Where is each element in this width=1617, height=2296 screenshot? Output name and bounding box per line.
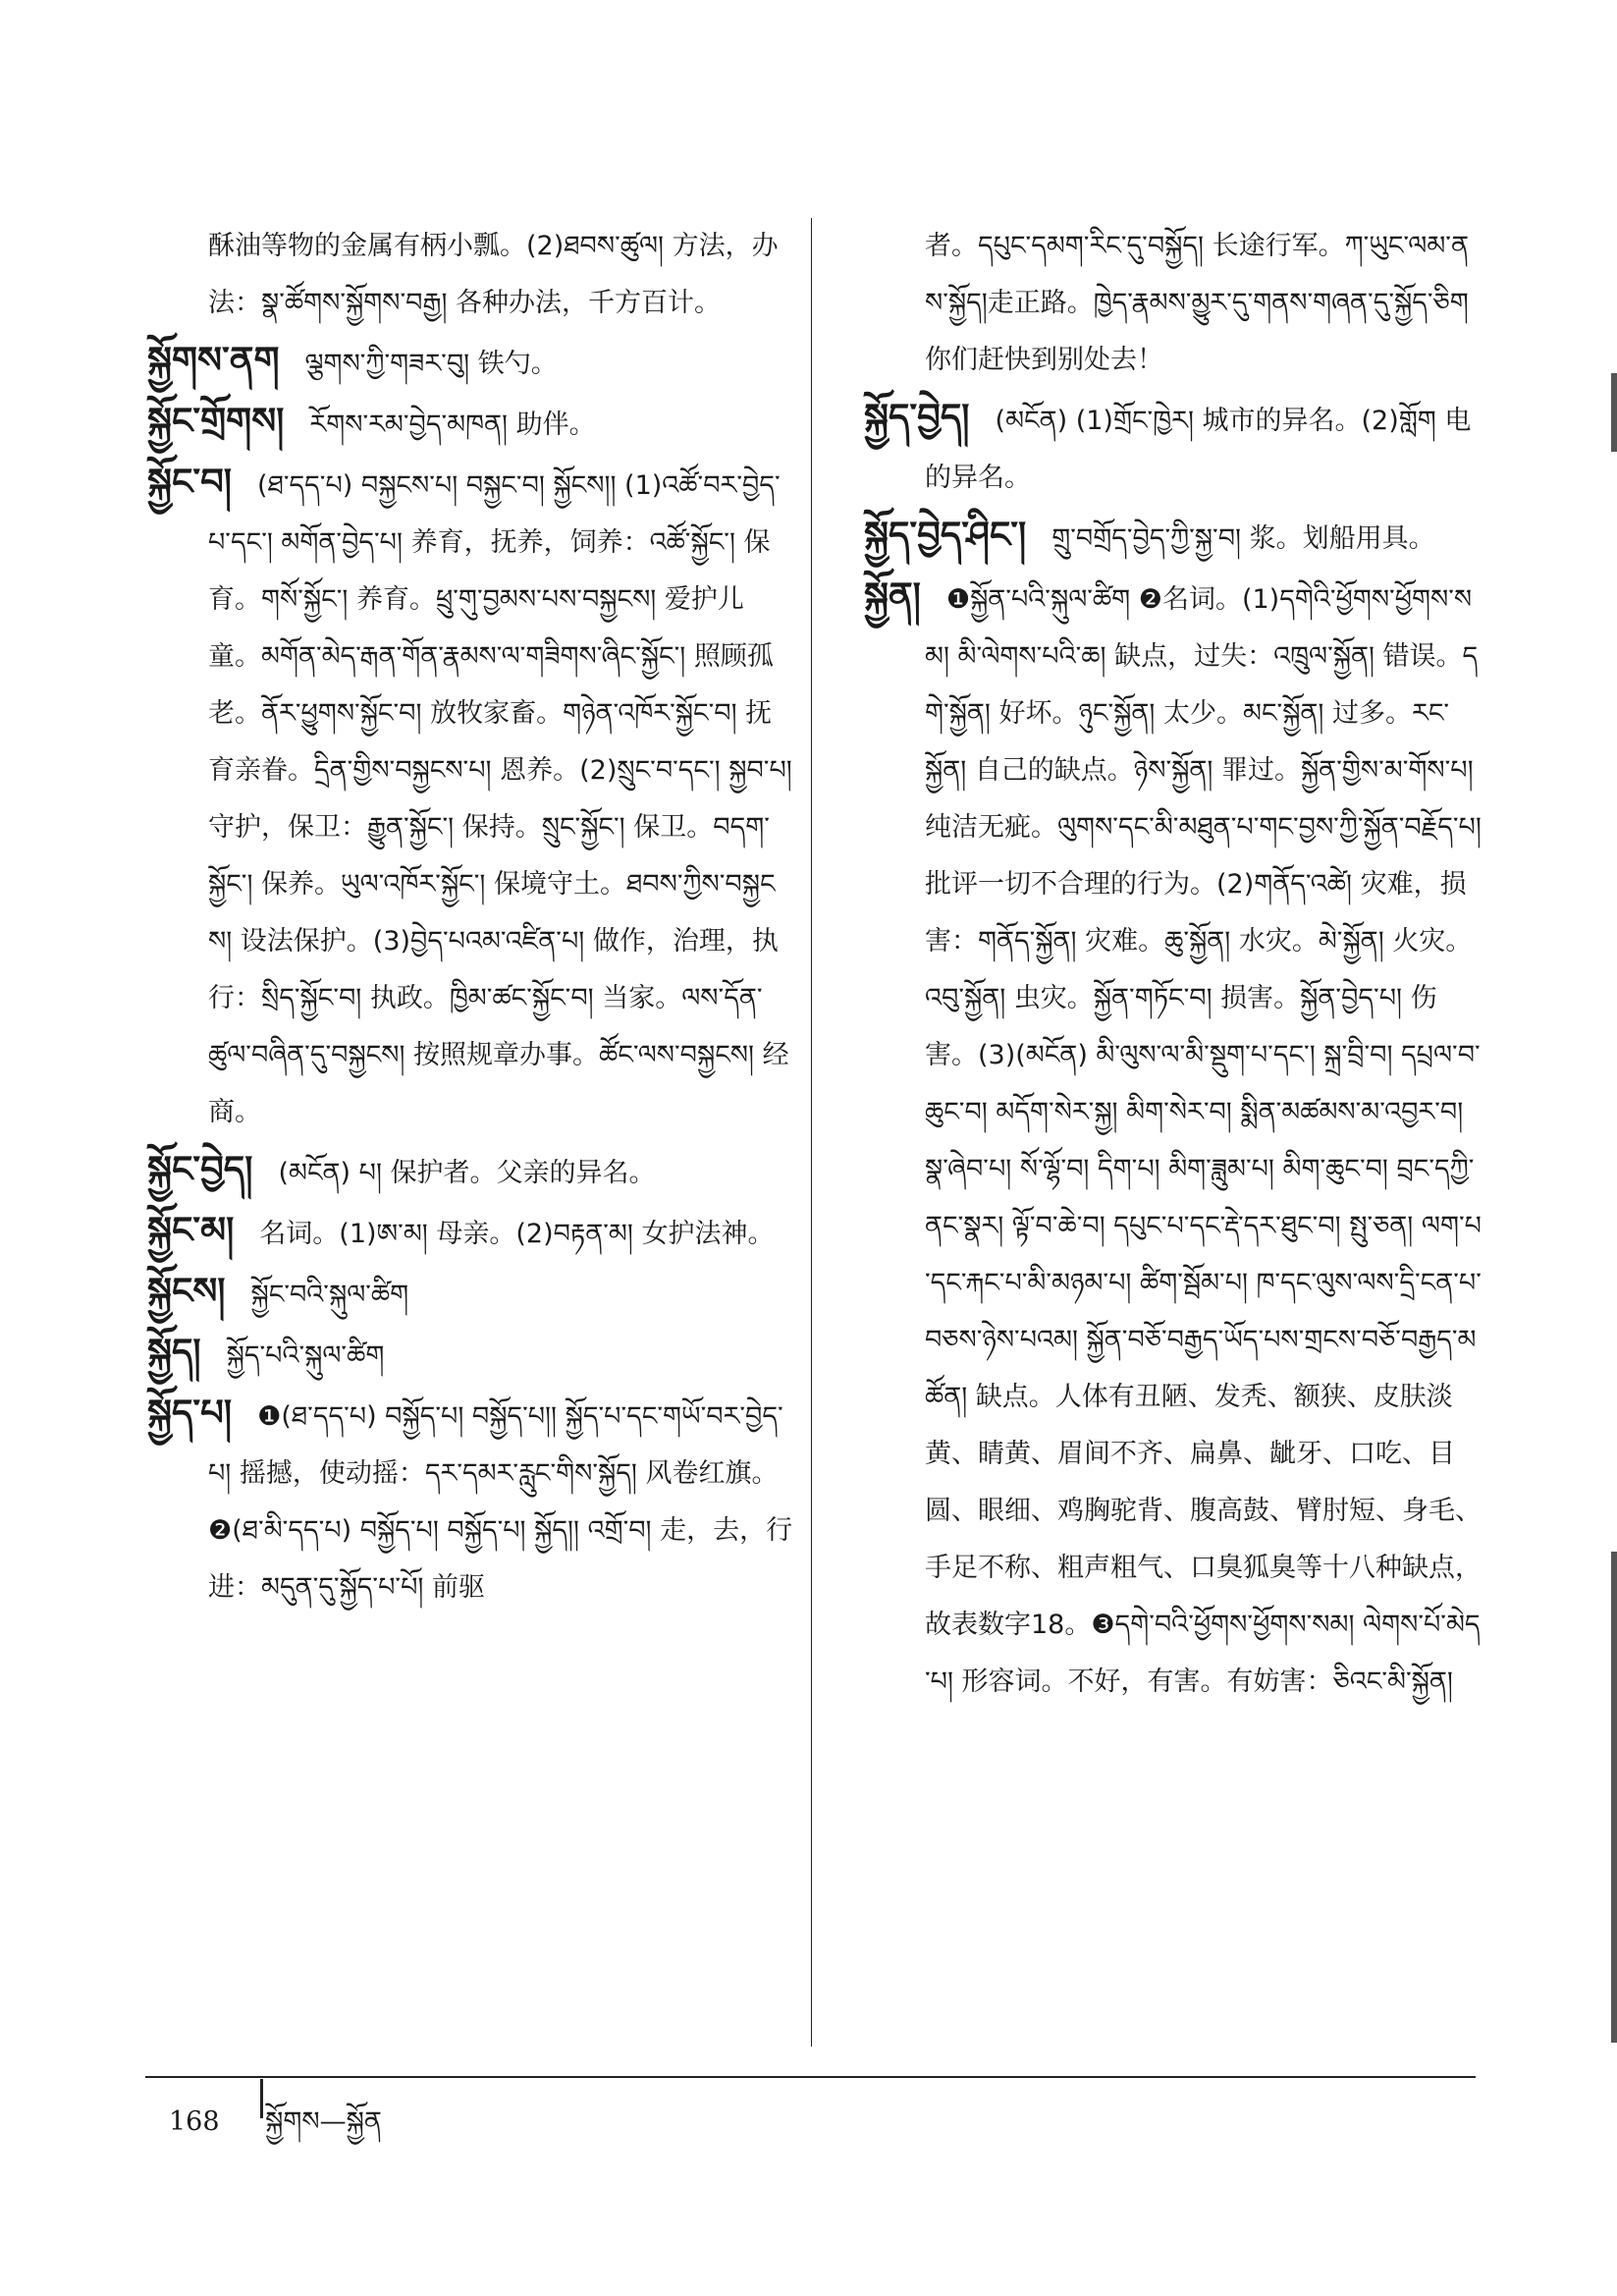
dictionary-entry <box>864 507 1482 568</box>
definition-text: སྐྱོང་བའི་སྐུལ་ཚིག <box>250 1280 409 1310</box>
page-edge-mark <box>1611 1552 1617 2043</box>
entry-continuation <box>864 218 1482 389</box>
definition-text: (མངོན) (1)གྲོང་ཁྱེར། 城市的异名。(2)གློག 电的异名。 <box>925 406 1472 493</box>
headword: སྐྱོད་བྱེད། <box>864 396 970 438</box>
dictionary-entry <box>147 1324 795 1385</box>
headword: སྐྱོང་བ། <box>147 461 233 503</box>
dictionary-entry <box>147 1385 795 1616</box>
headword: སྐྱོད་པ། <box>147 1392 233 1434</box>
running-head: སྐྱོགས—སྐྱོན <box>265 2106 382 2137</box>
headword: སྐྱོད་བྱེད་ཤིང་། <box>864 514 1027 556</box>
dictionary-entry <box>147 332 795 393</box>
left-column <box>147 218 795 1616</box>
headword: སྐྱོངས། <box>147 1270 226 1312</box>
headword: སྐྱོང་མ། <box>147 1209 235 1251</box>
footer-rule <box>145 2076 1476 2078</box>
page-edge-mark <box>1611 373 1617 452</box>
definition-text: རོགས་རམ་བྱེད་མཁན། 助伴。 <box>309 410 596 440</box>
definition-text: ❶(ཐ་དད་པ) བསྐྱོད་པ། བསྐྱོད་པ།། སྐྱོད་པ་དང་གཡོ་བར་བྱེད་པ། 摇撼，使动摇：དར་དམར་རླུང་གིས་སྐྱོད། 风卷红旗。❷(ཐ་མི་དད་པ) བསྐྱོད་པ། བསྐྱོད་པ། སྐྱོད།། འགྲོ་བ། 走，去，行进：མདུན་དུ་སྐྱོད་པ་པོ། 前驱 <box>208 1401 793 1603</box>
entry-continuation <box>147 218 795 332</box>
definition-text: ❶སྐྱོན་པའི་སྐུལ་ཚིག ❷名词。(1)དགེའི་ཕྱོགས་ཕྱོགས་སམ། མི་ལེགས་པའི་ཆ། 缺点，过失：འཁྲུལ་སྐྱོན། 错误。དགེ་སྐྱོན། 好坏。ཉུང་སྐྱོན། 太少。མང་སྐྱོན། 过多。རང་སྐྱོན། 自己的缺点。ཉེས་སྐྱོན། 罪过。སྐྱོན་གྱིས་མ་གོས་པ། 纯洁无疵。ལུགས་དང་མི་མཐུན་པ་གང་བྱས་ཀྱི་སྐྱོན་བརྗོད་པ། 批评一切不合理的行为。(2)གནོད་འཚེ། 灾难，损害：གནོད་སྐྱོན། 灾难。ཆུ་སྐྱོན། 水灾。མེ་སྐྱོན། 火灾。འབུ་སྐྱོན། 虫灾。སྐྱོན་གཏོང་བ། 损害。སྐྱོན་བྱེད་པ། 伤害。(3)(མངོན) མི་ལུས་ལ་མི་སྡུག་པ་དང་། སྐྲ་བྲི་བ། དཔྲལ་བ་ཆུང་བ། མདོག་སེར་སྐྱ། མིག་སེར་བ། སྨིན་མཚམས་མ་འབྱར་བ། སྣ་ཞེབ་པ། སོ་ལྷོ་བ། དིག་པ། མིག་ཟླུམ་པ། མིག་ཆུང་བ། བྲང་དཀྱི་ནང་སྣར། ལྟོ་བ་ཆེ་བ། དཔུང་པ་དང་རྡེ་དར་ཐུང་བ། སྤུ་ཅན། ལག་པ་དང་རྐང་པ་མི་མཉམ་པ། ཚིག་སྦོམ་པ། ཁ་དང་ལུས་ལས་དྲི་ངན་པ་བཅས་ཉེས་པའམ། སྐྱོན་བཅོ་བརྒྱད་ཡོད་པས་གྲངས་བཅོ་བརྒྱད་མཚོན། 缺点。人体有丑陋、发秃、额狭、皮肤淡黄、睛黄、眉间不齐、扁鼻、龇牙、口吃、目圆、眼细、鸡胸驼背、腹高鼓、臂肘短、身毛、手足不称、粗声粗气、口臭狐臭等十八种缺点，故表数字18。❸དགེ་བའི་ཕྱོགས་ཕྱོགས་སམ། ལེགས་པོ་མེད་པ། 形容词。不好，有害。有妨害：ཅིའང་མི་སྐྱོན། <box>925 584 1482 1697</box>
column-divider <box>811 218 812 2047</box>
definition-text: གྲུ་བགྲོད་བྱེད་ཀྱི་སྐྱ་བ། 浆。划船用具。 <box>1051 523 1435 554</box>
headword: སྐྱོགས་ནག <box>147 339 280 381</box>
dictionary-entry <box>147 1202 795 1263</box>
dictionary-entry <box>864 568 1482 1711</box>
dictionary-entry <box>864 389 1482 507</box>
right-column <box>864 218 1482 1711</box>
page-footer <box>169 2092 382 2166</box>
definition-text: ལྕགས་ཀྱི་གཟར་བུ། 铁勺。 <box>304 349 558 379</box>
dictionary-entry <box>147 454 795 1141</box>
definition-text: 名词。(1)ཨ་མ། 母亲。(2)བརྟན་མ། 女护法神。 <box>259 1219 775 1249</box>
headword: སྐྱོད། <box>147 1331 201 1373</box>
headword: སྐྱོང་གྲོགས། <box>147 400 285 442</box>
headword: སྐྱོན། <box>864 574 921 617</box>
headword: སྐྱོང་བྱེད། <box>147 1148 253 1190</box>
definition-text: 酥油等物的金属有柄小瓢。(2)ཐབས་ཚུལ། 方法，办法：སྣ་ཚོགས་སྐྱོགས་བརྒྱ། 各种办法，千方百计。 <box>208 231 779 318</box>
dictionary-entry <box>147 1263 795 1324</box>
dictionary-entry <box>147 393 795 454</box>
definition-text: (ཐ་དད་པ) བསྐྱངས་པ། བསྐྱང་བ། སྐྱོངས།། (1)འཚོ་བར་བྱེད་པ་དང་། མགོན་བྱེད་པ། 养育，抚养，饲养：འཚོ་སྐྱོང་། 保育。གསོ་སྐྱོང་། 养育。ཕྲུ་གུ་བྱམས་པས་བསྐྱངས། 爱护儿童。མགོན་མེད་རྒན་གོན་རྣམས་ལ་གཟིགས་ཞིང་སྐྱོང་། 照顾孤老。ནོར་ཕྱུགས་སྐྱོང་བ། 放牧家畜。གཉེན་འཁོར་སྐྱོང་བ། 抚育亲眷。དྲིན་གྱིས་བསྐྱངས་པ། 恩养。(2)སྲུང་བ་དང་། སྐྱབ་པ། 守护，保卫：རྒྱུན་སྐྱོང་། 保持。སྲུང་སྐྱོང་། 保卫。བདག་སྐྱོང་། 保养。ཡུལ་འཁོར་སྐྱོང་། 保境守土。ཐབས་ཀྱིས་བསྐྱངས། 设法保护。(3)བྱེད་པའམ་འཛིན་པ། 做作，治理，执行：སྲིད་སྐྱོང་བ། 执政。ཁྱིམ་ཚང་སྐྱོང་བ། 当家。ལས་དོན་ཚུལ་བཞིན་དུ་བསྐྱངས། 按照规章办事。ཚོང་ལས་བསྐྱངས། 经商。 <box>208 470 792 1127</box>
definition-text: 者。དཔུང་དམག་རིང་དུ་བསྐྱོད། 长途行军。ཀ་ཡུང་ལམ་ནས་སྐྱོད།走正路。ཁྱེད་རྣམས་མྱུར་དུ་གནས་གཞན་དུ་སྐྱོད་ཅིག 你们赶快到别处去！ <box>925 231 1469 375</box>
page-number: 168 <box>169 2106 220 2137</box>
dictionary-entry <box>147 1141 795 1202</box>
definition-text: སྐྱོད་པའི་སྐུལ་ཚིག <box>226 1340 385 1371</box>
definition-text: (མངོན) པ། 保护者。父亲的异名。 <box>278 1158 656 1188</box>
